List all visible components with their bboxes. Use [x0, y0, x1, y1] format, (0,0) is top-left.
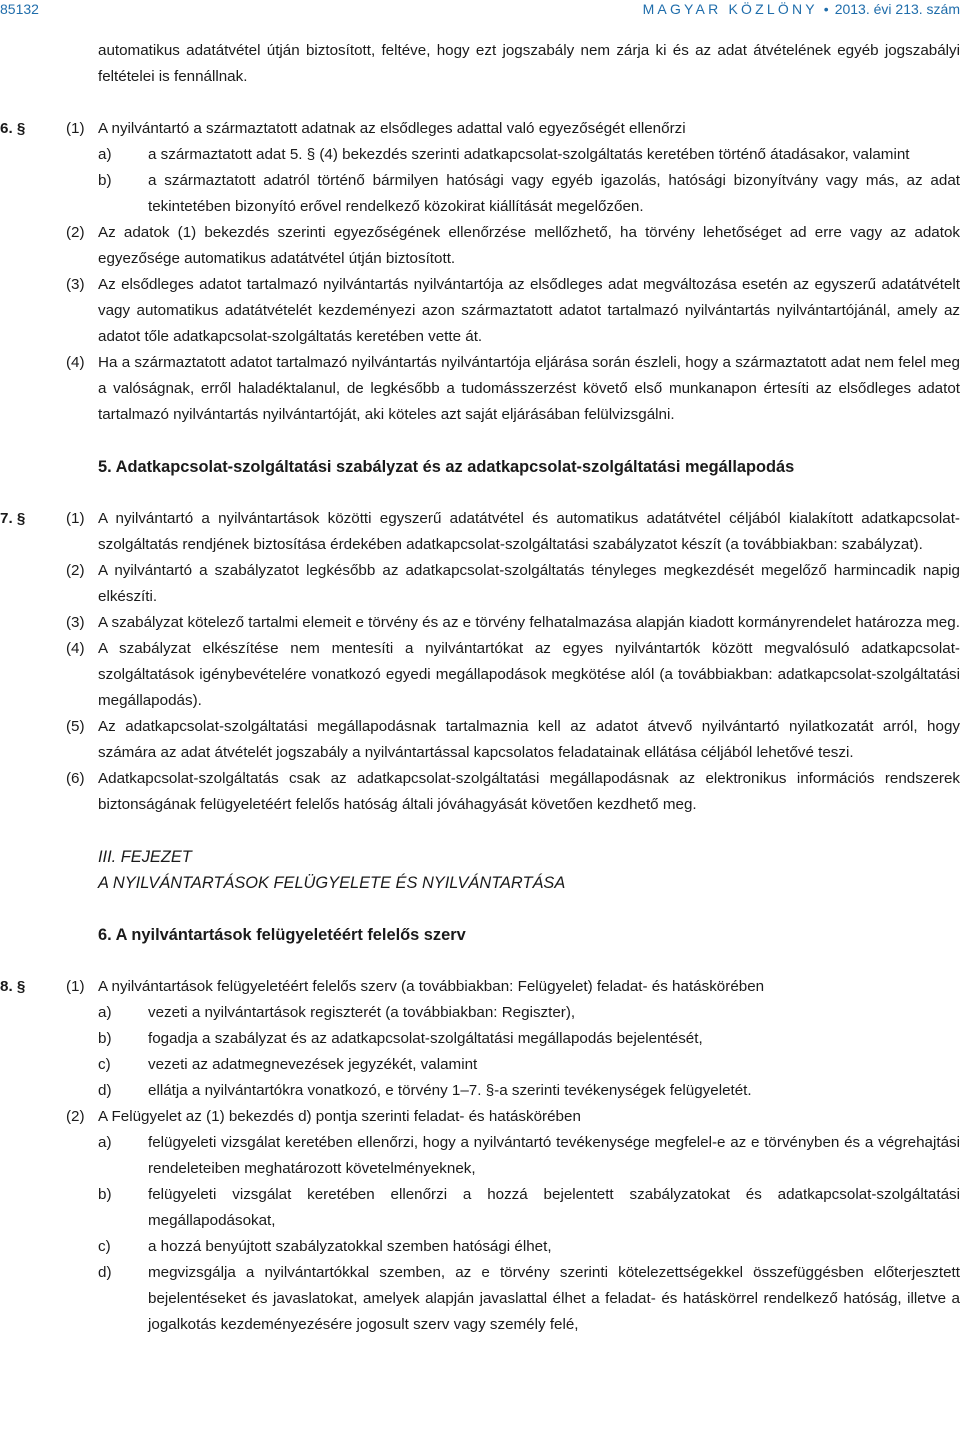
- paragraph-number: (1): [66, 978, 85, 995]
- list-item: [0, 1078, 960, 1104]
- item-text: a származtatott adatról történő bármilyen hatósági vagy egyéb igazolás, hatósági bizonyítvány vagy más, az adat tekintetében bizonyító erővel rendelkező közokirat kiállítását megelőzően.: [148, 172, 960, 215]
- paragraph-7-2: [0, 558, 960, 610]
- paragraph-6-1: [0, 116, 960, 142]
- section-6: [0, 116, 960, 428]
- paragraph-text: A szabályzat elkészítése nem mentesíti a nyilvántartókat az egyes nyilvántartók között megvalósuló adatkapcsolat-szolgáltatások igénybevételére vonatkozó egyedi megállapodások megkötése alól (a továbbiakban: adatkapcsolat-szolgáltatási megállapodás).: [98, 640, 960, 709]
- list-item: [0, 142, 960, 168]
- item-text: megvizsgálja a nyilvántartókkal szemben, az e törvény szerinti kötelezettségekkel összefüggésben előterjesztett bejelentéseket és javaslatokat, amelyek alapján javaslattal élhet a feladat- és hatáskörrel rendelkező hatóság, illetve a jogalkotás kezdeményezésére jogosult szerv vagy személy felé,: [148, 1264, 960, 1333]
- paragraph-text: Az adatok (1) bekezdés szerinti egyezőségének ellenőrzése mellőzhető, ha törvény lehetőséget ad erre vagy az adatok egyezősége automatikus adatátvétel útján biztosított.: [98, 224, 960, 267]
- item-letter: a): [98, 1004, 112, 1021]
- subheading-6: 6. A nyilvántartások felügyeletéért felelős szerv: [98, 926, 466, 944]
- page-body: [0, 38, 960, 1338]
- item-letter: c): [98, 1056, 111, 1073]
- paragraph-text: Az adatkapcsolat-szolgáltatási megállapodásnak tartalmaznia kell az adatot átvevő nyilvántartó nyilatkozatát arról, hogy számára az adat átvételét jogszabály a nyilvántartással kapcsolatos feladatainak ellátása céljából lehetővé teszi.: [98, 718, 960, 761]
- paragraph-text: A nyilvántartások felügyeletéért felelős szerv (a továbbiakban: Felügyelet) feladat- és hatáskörében: [98, 978, 765, 995]
- section-mark: 7. §: [0, 510, 26, 527]
- paragraph-text: Ha a származtatott adatot tartalmazó nyilvántartás nyilvántartója eljárása során észleli, hogy a származtatott adat nem felel meg a valóságnak, erről haladéktalanul, de legkésőbb a tudomásszerzést követő első munkanapon értesíti az elsődleges adatot tartalmazó nyilvántartás nyilvántartóját, aki köteles azt saját eljárásában felülvizsgálni.: [98, 354, 960, 423]
- paragraph-text: Adatkapcsolat-szolgáltatás csak az adatkapcsolat-szolgáltatási megállapodásnak az elektronikus információs rendszerek biztonságának felügyeletéért felelős hatóság általi jóváhagyását követően kezdhető meg.: [98, 770, 960, 813]
- paragraph-7-5: [0, 714, 960, 766]
- page-header: [0, 0, 960, 18]
- gazette-title: MAGYAR KÖZLÖNY: [642, 1, 818, 17]
- item-letter: a): [98, 1134, 112, 1151]
- paragraph-7-3: [0, 610, 960, 636]
- paragraph-text: A nyilvántartó a szabályzatot legkésőbb az adatkapcsolat-szolgáltatás tényleges megkezdését megelőző harmincadik napig elkészíti.: [98, 562, 960, 605]
- paragraph-number: (6): [66, 770, 85, 787]
- item-text: felügyeleti vizsgálat keretében ellenőrzi a hozzá bejelentett szabályzatokat és adatkapcsolat-szolgáltatási megállapodásokat,: [148, 1186, 960, 1229]
- paragraph-6-3: [0, 272, 960, 350]
- item-text: a hozzá benyújtott szabályzatokkal szemben hatósági élhet,: [148, 1238, 552, 1255]
- paragraph-7-6: [0, 766, 960, 818]
- paragraph-number: (2): [66, 224, 85, 241]
- item-text: a származtatott adat 5. § (4) bekezdés szerinti adatkapcsolat-szolgáltatás keretében történő átadásakor, valamint: [148, 146, 910, 163]
- paragraph-number: (3): [66, 614, 85, 631]
- list-item: [0, 1052, 960, 1078]
- paragraph-text: Az elsődleges adatot tartalmazó nyilvántartás nyilvántartója az elsődleges adat megváltozása esetén az egyszerű adatátvételt vagy automatikus adatátvételét kezdeményezi azon származtatott adatot tartalmazó nyilvántartás nyilvántartójánál, amely az adatot tőle adatkapcsolat-szolgáltatás keretében vette át.: [98, 276, 960, 345]
- paragraph-number: (2): [66, 562, 85, 579]
- list-item: [0, 1026, 960, 1052]
- item-letter: b): [98, 172, 112, 189]
- issue-label: 2013. évi 213. szám: [834, 1, 960, 17]
- item-text: vezeti a nyilvántartások regiszterét (a továbbiakban: Regiszter),: [148, 1004, 576, 1021]
- chapter-title: A NYILVÁNTARTÁSOK FELÜGYELETE ÉS NYILVÁNTARTÁSA: [98, 874, 566, 892]
- paragraph-number: (1): [66, 120, 85, 137]
- list-item: [0, 1260, 960, 1338]
- item-letter: c): [98, 1238, 111, 1255]
- paragraph-8-1: [0, 974, 960, 1000]
- item-text: vezeti az adatmegnevezések jegyzékét, valamint: [148, 1056, 478, 1073]
- running-head: [643, 0, 960, 18]
- paragraph-6-4: [0, 350, 960, 428]
- item-text: ellátja a nyilvántartókra vonatkozó, e törvény 1–7. §-a szerinti tevékenységek felügyeletét.: [148, 1082, 752, 1099]
- section-mark: 8. §: [0, 978, 26, 995]
- list-item: [0, 1234, 960, 1260]
- section-mark: 6. §: [0, 120, 26, 137]
- paragraph-8-2: [0, 1104, 960, 1130]
- section-8: [0, 974, 960, 1338]
- section-7: [0, 506, 960, 818]
- paragraph-number: (5): [66, 718, 85, 735]
- item-letter: b): [98, 1186, 112, 1203]
- list-item: [0, 168, 960, 220]
- paragraph-7-4: [0, 636, 960, 714]
- list-item: [0, 1182, 960, 1234]
- item-letter: b): [98, 1030, 112, 1047]
- intro-paragraph: automatikus adatátvétel útján biztosított, feltéve, hogy ezt jogszabály nem zárja ki és az adat átvételének egyéb jogszabályi feltételei is fennállnak.: [98, 42, 960, 85]
- paragraph-text: A Felügyelet az (1) bekezdés d) pontja szerinti feladat- és hatáskörében: [98, 1108, 581, 1125]
- paragraph-number: (4): [66, 354, 85, 371]
- paragraph-7-1: [0, 506, 960, 558]
- item-letter: d): [98, 1264, 112, 1281]
- item-letter: d): [98, 1082, 112, 1099]
- paragraph-text: A nyilvántartó a származtatott adatnak az elsődleges adattal való egyezőségét ellenőrzi: [98, 120, 686, 137]
- item-letter: a): [98, 146, 112, 163]
- paragraph-number: (3): [66, 276, 85, 293]
- list-item: [0, 1130, 960, 1182]
- chapter-number: III. FEJEZET: [98, 848, 192, 866]
- paragraph-text: A nyilvántartó a nyilvántartások közötti egyszerű adatátvétel és automatikus adatátvétel céljából kialakított adatkapcsolat-szolgáltatás rendjének biztosítása érdekében adatkapcsolat-szolgáltatási szabályzatot készít (a továbbiakban: szabályzat).: [98, 510, 960, 553]
- paragraph-number: (1): [66, 510, 85, 527]
- paragraph-text: A szabályzat kötelező tartalmi elemeit e törvény és az e törvény felhatalmazása alapján kiadott kormányrendelet határozza meg.: [98, 614, 960, 631]
- item-text: felügyeleti vizsgálat keretében ellenőrzi, hogy a nyilvántartó tevékenysége megfelel-e az e törvényben és a végrehajtási rendeleteiben meghatározott követelményeknek,: [148, 1134, 960, 1177]
- paragraph-number: (4): [66, 640, 85, 657]
- list-item: [0, 1000, 960, 1026]
- paragraph-number: (2): [66, 1108, 85, 1125]
- paragraph-6-2: [0, 220, 960, 272]
- item-text: fogadja a szabályzat és az adatkapcsolat-szolgáltatási megállapodás bejelentését,: [148, 1030, 703, 1047]
- subheading-5: 5. Adatkapcsolat-szolgáltatási szabályzat és az adatkapcsolat-szolgáltatási megállapodás: [98, 458, 795, 476]
- separator-dot: •: [823, 1, 829, 17]
- page-number: 85132: [0, 1, 39, 17]
